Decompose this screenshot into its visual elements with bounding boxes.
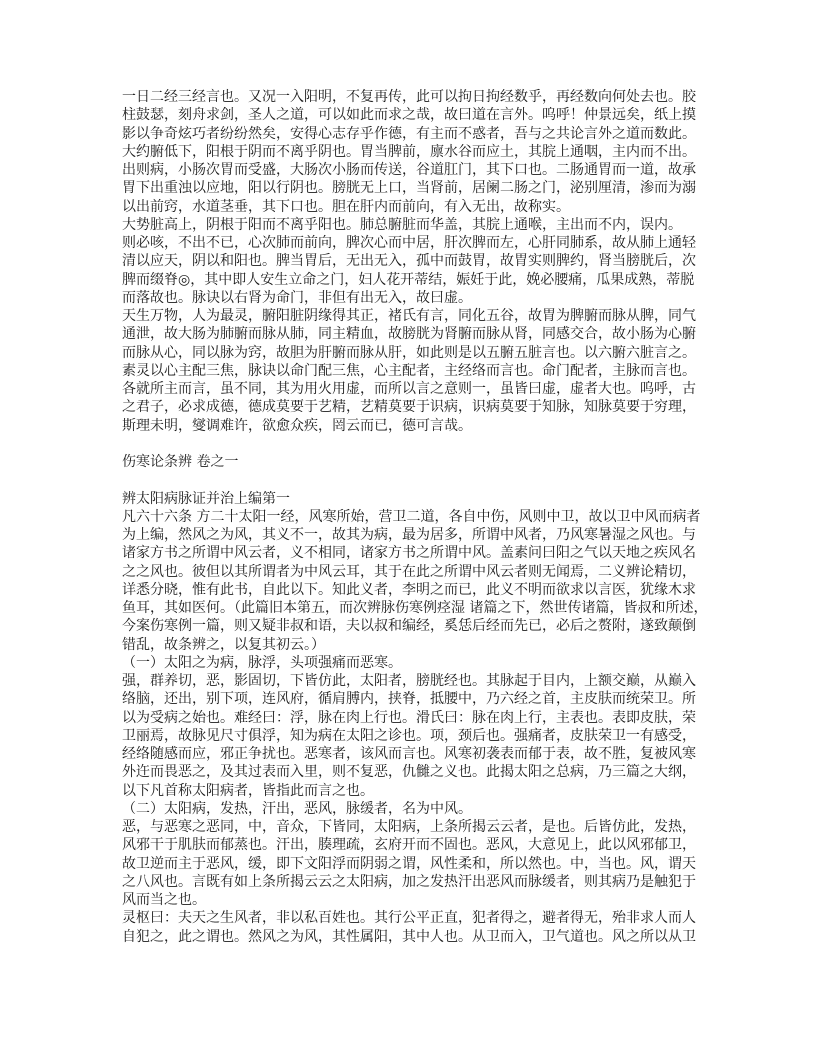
text-line: 卫丽焉，故脉见尺寸俱浮，知为病在太阳之诊也。项，颈后也。强痛者，皮肤荣卫一有感受， xyxy=(122,727,696,744)
text-line: （一）太阳之为病，脉浮，头项强痛而恶寒。 xyxy=(122,654,402,671)
text-line: 大势脏高上，阴根于阳而不离乎阳也。肺总腑脏而华盖，其脘上通喉，主出而不内，误内。 xyxy=(122,216,682,233)
text-line: 外迕而畏恶之，及其过表而入里，则不复恶，仇雠之义也。此揭太阳之总病，乃三篇之大纲， xyxy=(122,764,696,781)
text-line: 详悉分晓，惟有此书，自此以下。知此义者，李明之而已，此义不明而欲求以言医，犹缘木求 xyxy=(122,581,696,598)
text-line: 脾而缀脊◎，其中即人安生立命之门，妇人花开蒂结，娠妊于此，娩必腰痛，瓜果成熟，蒂脱 xyxy=(122,271,695,288)
text-line: 错乱，故条辨之，以复其初云。） xyxy=(122,636,325,653)
text-line: 则必咳，不出不已，心次肺而前向，脾次心而中居，肝次脾而左，心肝同肺系，故从肺上通轻 xyxy=(122,235,696,251)
text-line: 风而当之也。 xyxy=(122,892,206,908)
text-line: 恶，与恶寒之恶同，中，音众，下皆同，太阳病，上条所揭云云者，是也。后皆仿此，发热， xyxy=(122,819,696,835)
blank-line xyxy=(122,435,712,453)
text-line: 以出前窍，水道茎垂，其下口也。胆在肝内而前向，有入无出，故称实。 xyxy=(122,198,570,215)
text-line: 辨太阳病脉证并治上编第一 xyxy=(122,490,290,507)
text-line: 之之风也。彼但以其所谓者为中风云耳，其于在此之所谓中风云者则无闻焉，二义辨论精切， xyxy=(122,563,696,580)
text-line: 强，群养切，恶，影固切，下皆仿此，太阳者，膀胱经也。其脉起于目内，上额交巅，从巅入 xyxy=(122,673,696,689)
text-line: 清以应天，阴以和阳也。脾当胃后，无出无入，孤中而鼓胃，故胃实则脾约，肾当膀胱后，次 xyxy=(122,253,696,270)
text-line: 柱鼓瑟，刻舟求剑，圣人之道，可以如此而求之哉，故曰道在言外。呜呼！仲景远矣，纸上摸 xyxy=(122,107,696,124)
text-line: 风邪干于肌肤而郁蒸也。汗出，腠理疏，玄府开而不固也。恶风，大意见上，此以风邪郁卫， xyxy=(122,837,696,854)
text-line: 自犯之，此之谓也。然风之为风，其性属阳，其中人也。从卫而入，卫气道也。风之所以从卫 xyxy=(122,928,696,945)
text-line: 灵枢曰：夫天之生风者，非以私百姓也。其行公平正直，犯者得之，避者得无，殆非求人而人 xyxy=(122,910,696,927)
text-line: 胃下出重浊以应地，阳以行阴也。膀胱无上口，当肾前，居阑二肠之门，泌别厘清，渗而为溺 xyxy=(122,180,696,197)
text-line: 通泄，故大肠为肺腑而脉从肺，同主精血，故膀胱为肾腑而脉从肾，同感交合，故小肠为心腑 xyxy=(122,326,696,343)
text-line: 鱼耳，其如医何。（此篇旧本第五，而次辨脉伤寒例痉湿 诸篇之下，然世传诸篇，皆叔和所述， xyxy=(122,600,708,616)
text-line: 天生万物，人为最灵，腑阳脏阴缘得其正，褚氏有言，同化五谷，故胃为脾腑而脉从脾，同气 xyxy=(122,308,696,324)
text-line: 出则病，小肠次胃而受盛，大肠次小肠而传送，谷道肛门，其下口也。二肠通胃而一道，故承 xyxy=(122,162,696,178)
text-line: 而脉从心，同以脉为窍，故胆为肝腑而脉从肝，如此则是以五腑五脏言也。以六腑六脏言之。 xyxy=(122,344,696,361)
text-line: 素灵以心主配三焦，脉诀以命门配三焦，心主配者，主经络而言也。命门配者，主脉而言也。 xyxy=(122,362,696,379)
text-line: 各就所主而言，虽不同，其为用火用虚，而所以言之意则一，虽皆曰虚，虚者大也。呜呼，古 xyxy=(122,381,696,397)
text-line: （二）太阳病，发热，汗出，恶风，脉缓者，名为中风。 xyxy=(122,800,472,817)
text-line: 伤寒论条辨 卷之一 xyxy=(122,454,239,470)
text-line: 以下凡首称太阳病者，皆指此而言之也。 xyxy=(122,782,374,799)
text-line: 大约腑低下，阳根于阴而不离乎阴也。胃当脾前，廪水谷而应土，其脘上通咽，主内而不出。 xyxy=(122,143,696,160)
text-line: 而落故也。脉诀以右肾为命门，非但有出无入，故曰虚。 xyxy=(122,289,472,306)
text-line: 影以争奇炫巧者纷纷然矣，安得心志存乎作德，有主而不惑者，吾与之共论言外之道而数此。 xyxy=(122,125,696,142)
text-line: 诸家方书之所谓中风云者，义不相同，诸家方书之所谓中风。盖素问曰阳之气以天地之疾风名 xyxy=(122,545,696,562)
text-line: 故卫逆而主于恶风，缓，即下文阳浮而阴弱之谓，风性柔和，所以然也。中，当也。风，谓天 xyxy=(122,855,696,872)
text-line: 以为受病之始也。难经曰：浮，脉在肉上行也。滑氏曰：脉在肉上行，主表也。表即皮肤，荣 xyxy=(122,709,696,726)
text-line: 凡六十六条 方二十太阳一经，风寒所始，营卫二道，各自中伤，风则中卫，故以卫中风而病者 xyxy=(122,508,701,525)
text-line: 之八风也。言既有如上条所揭云云之太阳病，加之发热汗出恶风而脉缓者，则其病乃是触犯于 xyxy=(122,873,696,890)
blank-line xyxy=(122,471,712,489)
text-line: 斯理未明，燮调难许，欲愈众疾，罔云而已，德可言哉。 xyxy=(122,417,472,434)
document-page xyxy=(122,88,712,946)
text-line: 经络随感而应，邪正争扰也。恶寒者，该风而言也。风寒初袭表而郁于表，故不胜，复被风寒 xyxy=(122,746,696,762)
text-line: 为上编，然风之为风，其义不一，故其为病，最为居多，所谓中风者，乃风寒暑湿之风也。与 xyxy=(122,527,696,543)
text-line: 今案伤寒例一篇，则又疑非叔和语，夫以叔和编经，奚恁后经而先已，必后之赘附，遂致颠倒 xyxy=(122,618,696,635)
text-line: 一日二经三经言也。又况一入阳明，不复再传，此可以拘日拘经数乎，再经数向何处去也。胶 xyxy=(122,89,696,105)
text-line: 之君子，必求成德，德成莫要于艺精，艺精莫要于识病，识病莫要于知脉，知脉莫要于穷理， xyxy=(122,399,696,416)
text-line: 络脑，还出，别下项，连风府，循肩膊内，挟脊，抵腰中，乃六经之首，主皮肤而统荣卫。所 xyxy=(122,691,696,708)
